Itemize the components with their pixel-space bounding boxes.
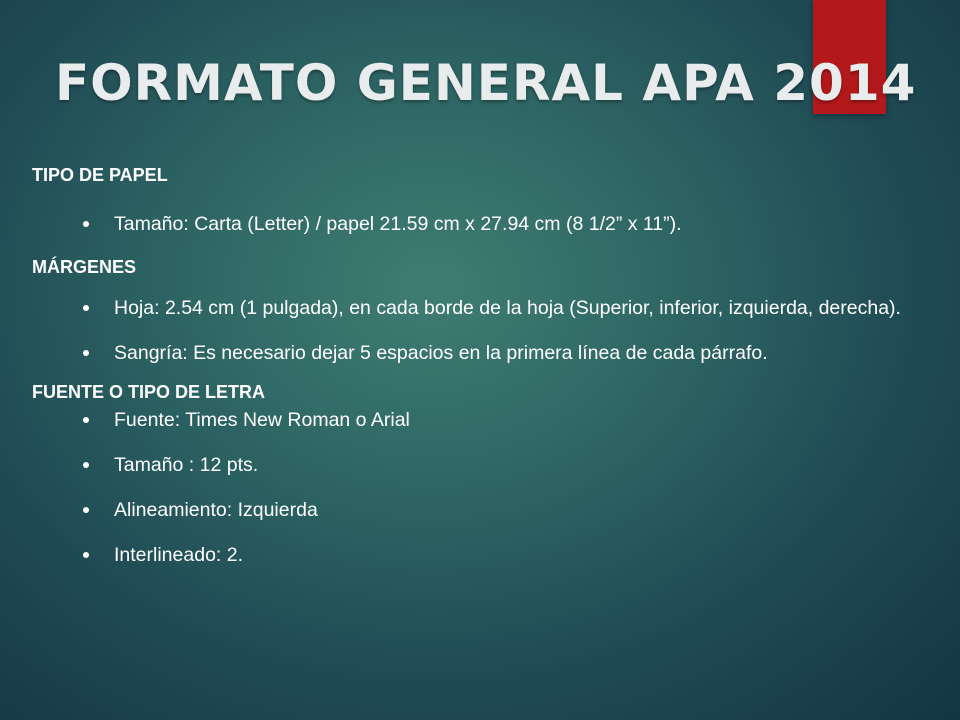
- list-item: [32, 540, 908, 571]
- list-item-text: Fuente: Times New Roman o Arial: [114, 409, 410, 431]
- bullet-icon: [83, 552, 89, 558]
- list-item-text: Tamaño: Carta (Letter) / papel 21.59 cm x 27.94 cm (8 1/2” x 11”).: [114, 213, 682, 235]
- list-item-text: Sangría: Es necesario dejar 5 espacios en la primera línea de cada párrafo.: [114, 342, 768, 364]
- bullet-icon: [83, 221, 89, 227]
- bullet-icon: [83, 305, 89, 311]
- list-item: [32, 405, 908, 436]
- slide-title: FORMATO GENERAL APA 2014: [55, 54, 917, 112]
- list-item: [32, 293, 908, 324]
- list-item-text: Interlineado: 2.: [114, 544, 244, 566]
- list-item-text: Tamaño : 12 pts.: [114, 454, 259, 476]
- bullet-icon: [83, 417, 89, 423]
- section-heading-margenes: MÁRGENES: [32, 257, 137, 277]
- list-item: [32, 338, 908, 369]
- list-item: [32, 495, 908, 526]
- list-item-text: Hoja: 2.54 cm (1 pulgada), en cada borde de la hoja (Superior, inferior, izquierda, derecha).: [114, 297, 901, 319]
- bullet-icon: [83, 462, 89, 468]
- list-item-text: Alineamiento: Izquierda: [114, 499, 318, 521]
- section-heading-fuente: FUENTE O TIPO DE LETRA: [32, 382, 266, 402]
- slide-content: [32, 160, 908, 571]
- section-heading-tipo-de-papel: TIPO DE PAPEL: [32, 165, 168, 185]
- list-item: [32, 450, 908, 481]
- list-item: [32, 209, 908, 240]
- bullet-icon: [83, 350, 89, 356]
- bullet-icon: [83, 507, 89, 513]
